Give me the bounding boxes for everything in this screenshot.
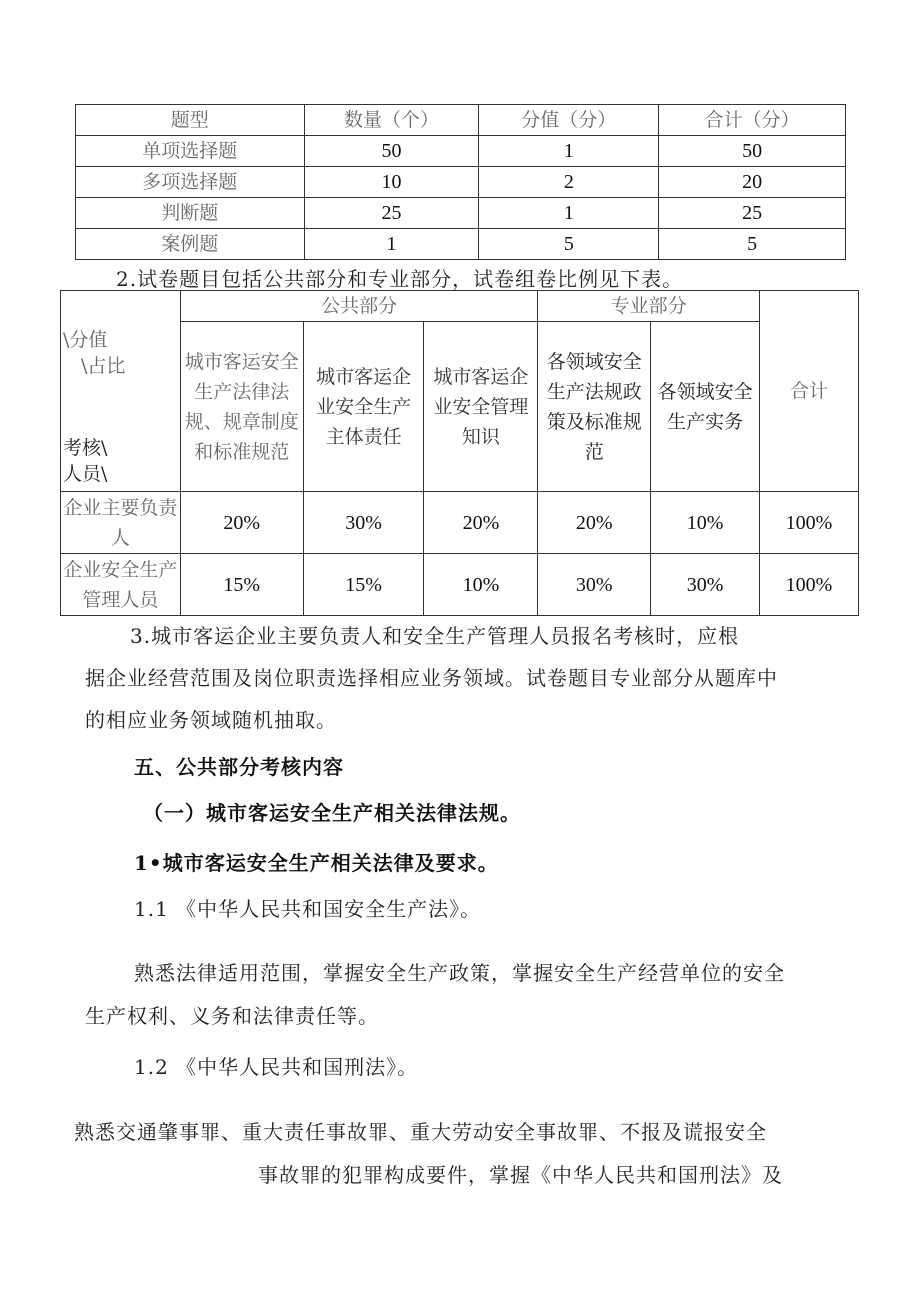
table2-cell: 20% (424, 492, 538, 554)
paragraph-2: 2.试卷题目包括公共部分和专业部分，试卷组卷比例见下表。 (116, 267, 684, 291)
item-1-1-text-line-2: 生产权利、义务和法律责任等。 (85, 1004, 379, 1028)
table2-cell: 15% (303, 554, 424, 616)
table1-header-count: 数量（个） (304, 105, 479, 136)
group-public-header: 公共部分 (180, 291, 538, 322)
table2-cell: 30% (538, 554, 651, 616)
table1-cell: 2 (479, 167, 659, 198)
col-total-header: 合计 (760, 291, 859, 492)
table2-cell: 20% (538, 492, 651, 554)
table2-cell: 10% (424, 554, 538, 616)
table1-cell: 多项选择题 (76, 167, 305, 198)
row-label: 企业主要负责人 (61, 492, 181, 554)
exam-ratio-table (60, 290, 859, 616)
item-1-2-text-line-2: 事故罪的犯罪构成要件，掌握《中华人民共和国刑法》及 (258, 1163, 783, 1187)
table-row (61, 492, 859, 554)
table2-cell: 100% (760, 554, 859, 616)
paragraph-3-line-3: 的相应业务领域随机抽取。 (85, 708, 337, 732)
table1-header-score: 分值（分） (479, 105, 659, 136)
heading-1: 1•城市客运安全生产相关法律及要求。 (134, 851, 499, 875)
table-row (76, 167, 846, 198)
item-1-1-text-line-1: 熟悉法律适用范围，掌握安全生产政策，掌握安全生产经营单位的安全 (134, 961, 785, 985)
table2-corner-cell (61, 291, 181, 492)
item-1-2-title: 1.2 《中华人民共和国刑法》。 (134, 1055, 419, 1079)
col1-header: 城市客运安全生产法律法规、规章制度和标准规范 (180, 322, 303, 492)
table1-cell: 25 (304, 198, 479, 229)
corner-label-score: \分值 (63, 329, 108, 351)
section-heading-5: 五、公共部分考核内容 (134, 755, 344, 779)
table2-cell: 20% (180, 492, 303, 554)
table1-cell: 5 (659, 229, 846, 260)
table1-cell: 单项选择题 (76, 136, 305, 167)
table1-header-total: 合计（分） (659, 105, 846, 136)
table1-cell: 5 (479, 229, 659, 260)
table2-cell: 15% (180, 554, 303, 616)
paragraph-3-line-2: 据企业经营范围及岗位职责选择相应业务领域。试卷题目专业部分从题库中 (85, 666, 778, 690)
table1-cell: 判断题 (76, 198, 305, 229)
table1-cell: 10 (304, 167, 479, 198)
col2-header: 城市客运企业安全生产主体责任 (303, 322, 424, 492)
corner-label-ratio: \占比 (81, 355, 126, 377)
table2-cell: 10% (651, 492, 760, 554)
table1-cell: 1 (479, 136, 659, 167)
col4-header: 各领域安全生产法规政策及标准规范 (538, 322, 651, 492)
table-row (76, 198, 846, 229)
corner-label-assess: 考核\ (63, 437, 108, 459)
table2-cell: 100% (760, 492, 859, 554)
table1-cell: 50 (304, 136, 479, 167)
table1-header-type: 题型 (76, 105, 305, 136)
item-1-2-text-line-1: 熟悉交通肇事罪、重大责任事故罪、重大劳动安全事故罪、不报及谎报安全 (74, 1120, 767, 1144)
table1-cell: 案例题 (76, 229, 305, 260)
subsection-heading-1: （一）城市客运安全生产相关法律法规。 (143, 801, 521, 825)
table2-cell: 30% (651, 554, 760, 616)
table1-cell: 1 (304, 229, 479, 260)
table2-cell: 30% (303, 492, 424, 554)
item-1-1-title: 1.1 《中华人民共和国安全生产法》。 (134, 897, 482, 921)
table-row (76, 136, 846, 167)
table1-cell: 20 (659, 167, 846, 198)
col3-header: 城市客运企业安全管理知识 (424, 322, 538, 492)
table1-cell: 25 (659, 198, 846, 229)
table-row (76, 229, 846, 260)
table1-cell: 1 (479, 198, 659, 229)
group-professional-header: 专业部分 (538, 291, 760, 322)
table1-cell: 50 (659, 136, 846, 167)
corner-label-personnel: 人员\ (63, 463, 108, 485)
paragraph-3-line-1: 3.城市客运企业主要负责人和安全生产管理人员报名考核时，应根 (130, 624, 740, 648)
col5-header: 各领域安全生产实务 (651, 322, 760, 492)
exam-question-type-table (75, 104, 846, 260)
row-label: 企业安全生产管理人员 (61, 554, 181, 616)
table-row (61, 554, 859, 616)
